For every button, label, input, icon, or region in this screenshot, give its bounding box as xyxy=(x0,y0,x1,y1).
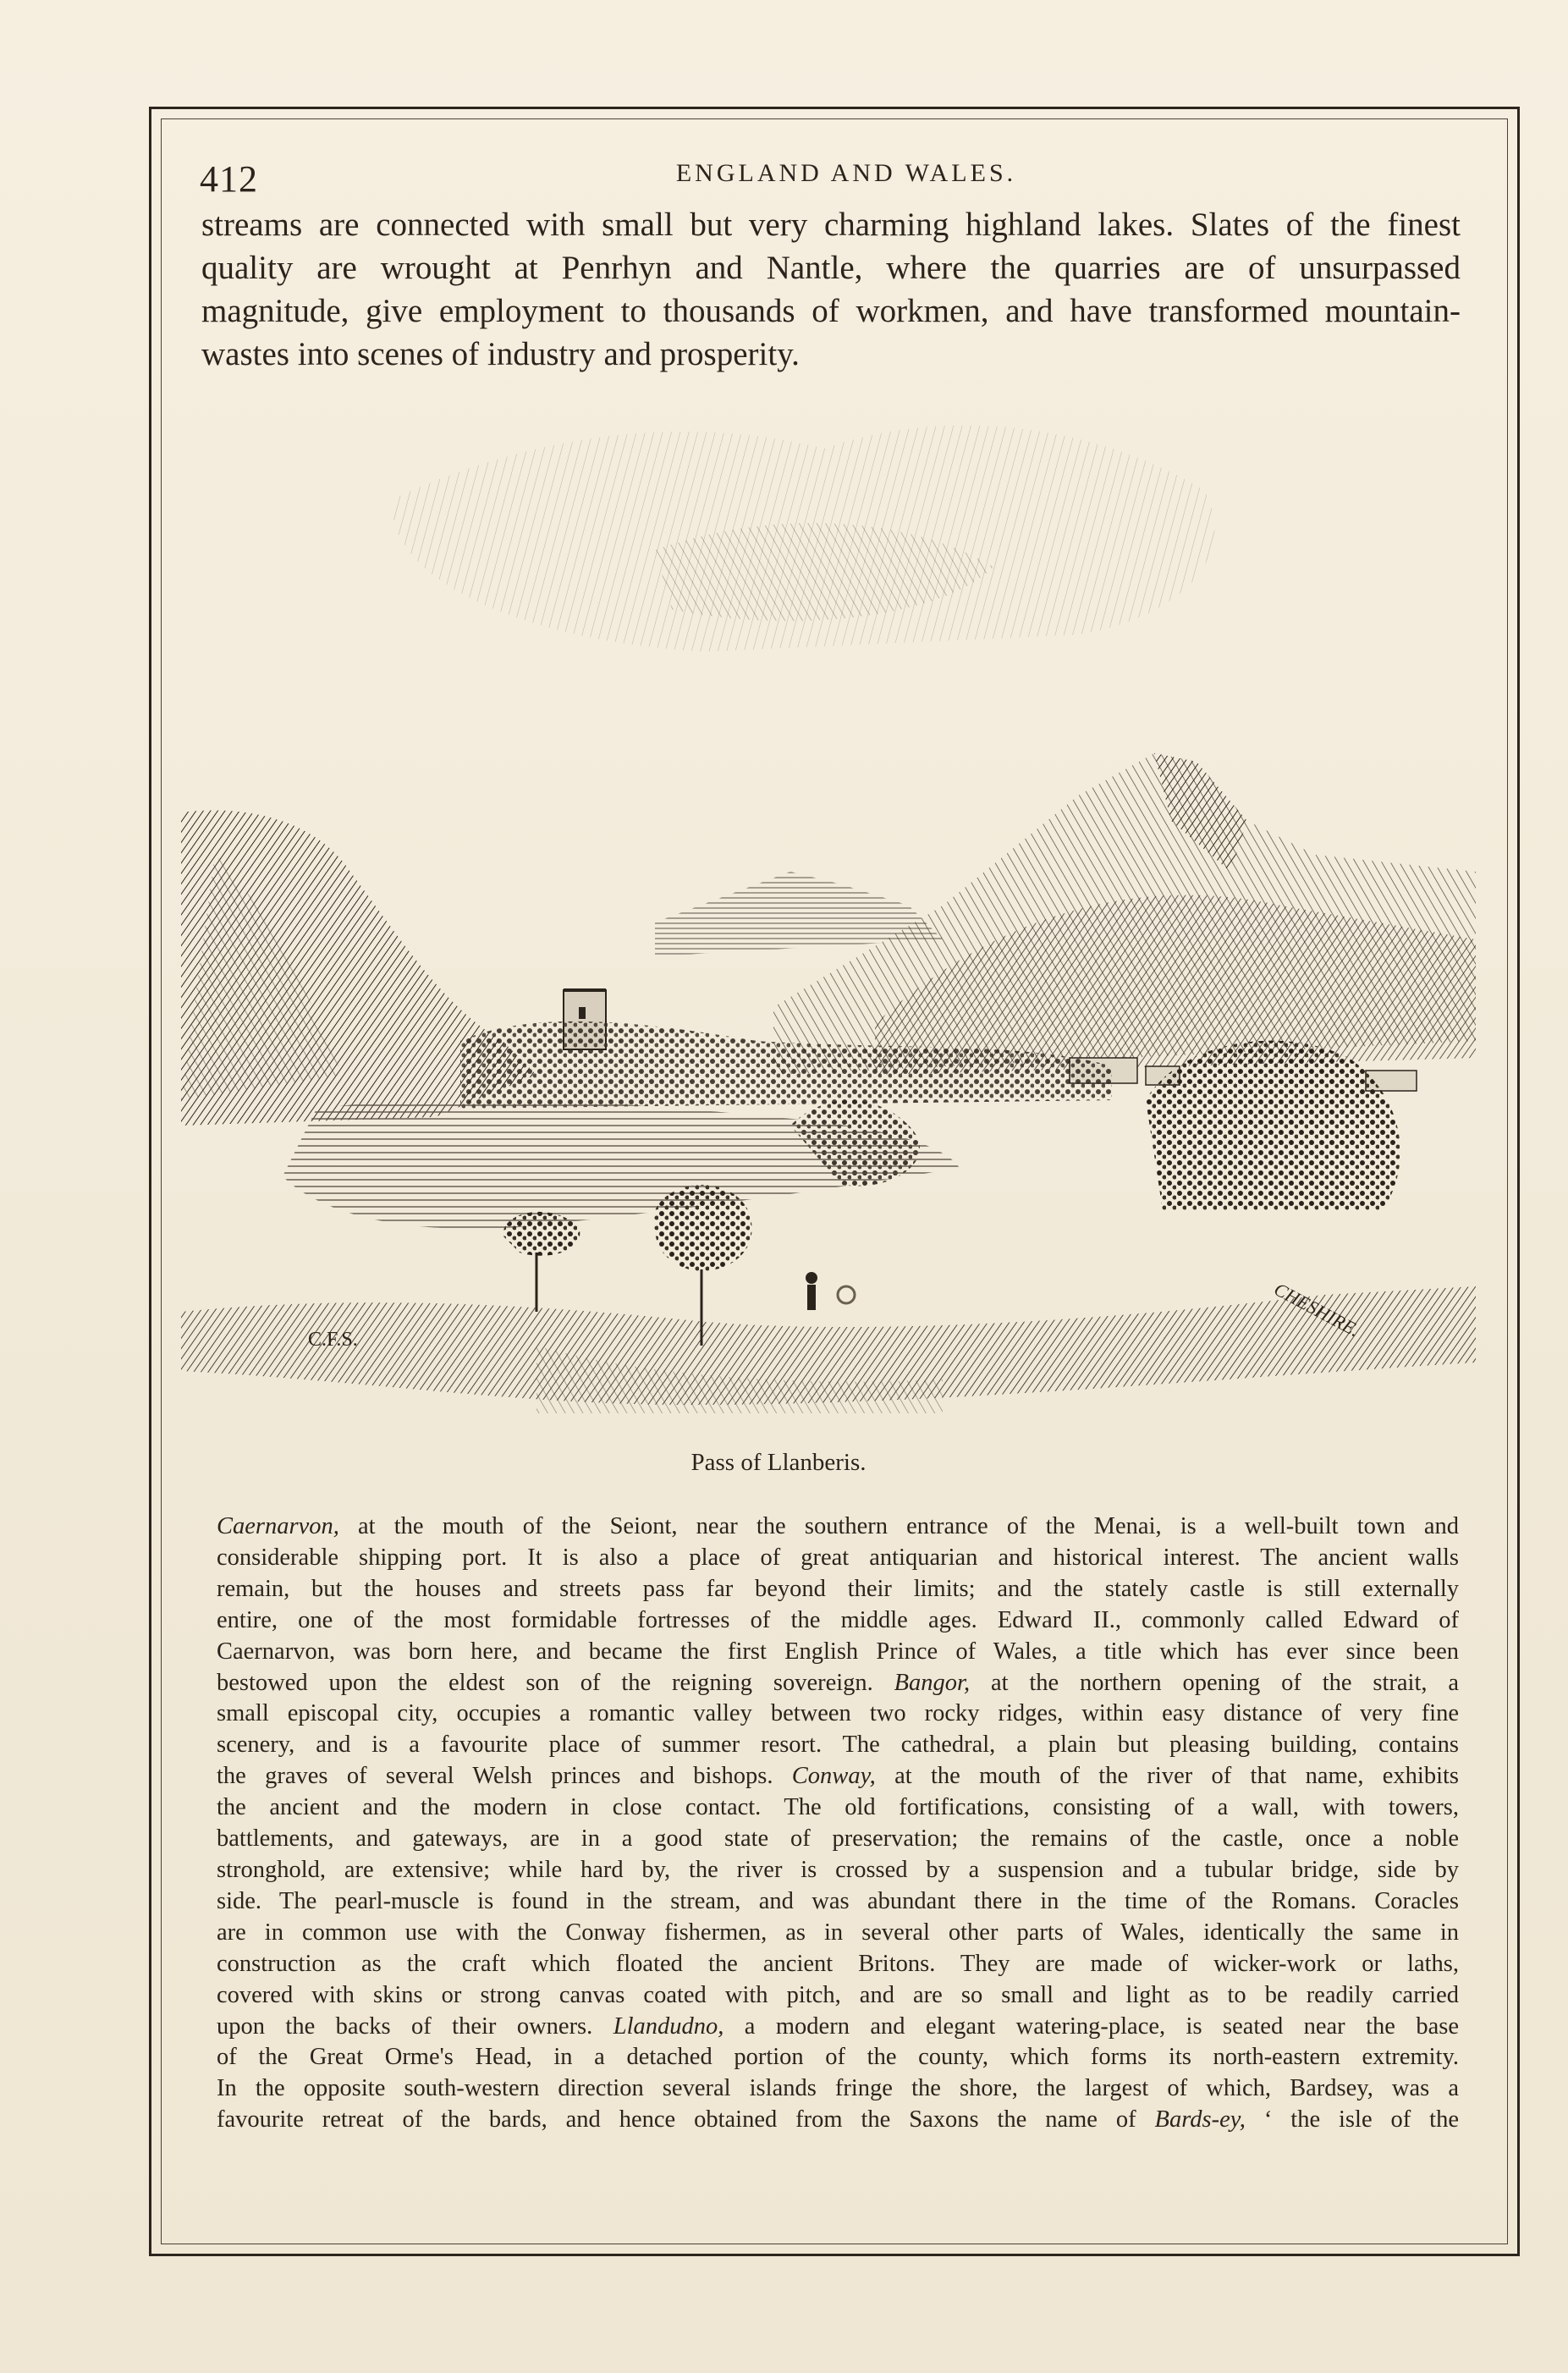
text-line xyxy=(217,1855,1459,1886)
text-run: considerable shipping port. It is also a place of great antiquarian and historical interest. The ancient walls xyxy=(217,1544,1459,1571)
text-line xyxy=(217,1699,1459,1730)
text-run: covered with skins or strong canvas coated with pitch, and are so small and light as to be readily carried xyxy=(217,1981,1459,2008)
text-run: a modern and elegant watering-place, is seated near the base xyxy=(723,2012,1459,2040)
text-run: the graves of several Welsh princes and bishops. xyxy=(217,1763,792,1790)
text-run: Caernarvon, was born here, and became the first English Prince of Wales, a title which has ever since been xyxy=(217,1638,1459,1665)
engraver-signature-right: CHESHIRE. xyxy=(1270,1278,1364,1341)
text-line xyxy=(217,1886,1459,1918)
text-run: ‘ the isle of the xyxy=(1245,2106,1459,2133)
text-line: streams are connected with small but very charming highland lakes. Slates of the finest xyxy=(201,206,1461,243)
italic-place-name: Llandudno, xyxy=(613,2012,724,2040)
text-line xyxy=(217,2042,1459,2073)
italic-place-name: Caernarvon, xyxy=(217,1513,339,1539)
text-run: entire, one of the most formidable fortresses of the middle ages. Edward II., commonly called Edward of xyxy=(217,1606,1459,1633)
text-line xyxy=(217,1824,1459,1855)
text-line xyxy=(217,1574,1459,1605)
text-run: at the mouth of the Seiont, near the southern entrance of the Menai, is a well-built town and xyxy=(338,1513,1459,1539)
body-paragraph xyxy=(217,1511,1459,2136)
text-line xyxy=(217,1668,1459,1699)
text-line xyxy=(217,1543,1459,1574)
text-line: wastes into scenes of industry and prosperity. xyxy=(201,336,800,372)
text-line: quality are wrought at Penrhyn and Nantle, where the quarries are of unsurpassed xyxy=(201,250,1461,286)
text-run: of the Great Orme's Head, in a detached portion of the county, which forms its north-eastern extremity. xyxy=(217,2044,1459,2071)
text-run: upon the backs of their owners. xyxy=(217,2012,613,2040)
text-line xyxy=(217,1761,1459,1792)
text-line xyxy=(217,2012,1459,2043)
text-line xyxy=(217,2073,1459,2105)
intro-paragraph xyxy=(201,203,1461,376)
text-run: at the mouth of the river of that name, exhibits xyxy=(875,1763,1459,1790)
text-run: at the northern opening of the strait, a xyxy=(970,1669,1459,1696)
text-run: favourite retreat of the bards, and hence obtained from the Saxons the name of xyxy=(217,2106,1155,2133)
engraver-signature-left: C.F.S. xyxy=(308,1329,358,1351)
text-run: In the opposite south-western direction several islands fringe the shore, the largest of which, Bardsey, was a xyxy=(217,2075,1459,2102)
text-line: magnitude, give employment to thousands of workmen, and have transformed mountain- xyxy=(201,293,1461,329)
text-run: stronghold, are extensive; while hard by, the river is crossed by a suspension and a tubular bridge, side by xyxy=(217,1856,1459,1883)
text-run: are in common use with the Conway fishermen, as in several other parts of Wales, identically the same in xyxy=(217,1919,1459,1946)
text-run: battlements, and gateways, are in a good state of preservation; the remains of the castle, once a noble xyxy=(217,1825,1459,1853)
text-line xyxy=(217,2105,1459,2136)
text-line xyxy=(217,1980,1459,2012)
italic-place-name: Bards-ey, xyxy=(1154,2106,1246,2133)
text-line xyxy=(217,1637,1459,1668)
text-run: bestowed upon the eldest son of the reigning sovereign. xyxy=(217,1669,894,1696)
text-line xyxy=(217,1949,1459,1980)
pass-of-llanberis-engraving xyxy=(181,398,1476,1430)
text-run: construction as the craft which floated the ancient Britons. They are made of wicker-work or laths, xyxy=(217,1950,1459,1977)
text-run: small episcopal city, occupies a romantic valley between two rocky ridges, within easy distance of very fine xyxy=(217,1700,1459,1727)
running-title: ENGLAND AND WALES. xyxy=(675,159,1017,187)
text-run: scenery, and is a favourite place of summer resort. The cathedral, a plain but pleasing building, contains xyxy=(217,1732,1459,1759)
figure-caption: Pass of Llanberis. xyxy=(690,1449,867,1476)
text-run: the ancient and the modern in close contact. The old fortifications, consisting of a wall, with towers, xyxy=(217,1794,1459,1821)
text-line xyxy=(217,1605,1459,1637)
text-line xyxy=(217,1918,1459,1949)
text-line xyxy=(217,1792,1459,1824)
italic-place-name: Conway, xyxy=(791,1763,876,1790)
italic-place-name: Bangor, xyxy=(894,1669,971,1696)
text-run: remain, but the houses and streets pass far beyond their limits; and the stately castle is still externally xyxy=(217,1575,1459,1602)
text-line xyxy=(217,1730,1459,1761)
page-number: 412 xyxy=(200,158,258,200)
text-line xyxy=(217,1511,1459,1543)
text-run: side. The pearl-muscle is found in the stream, and was abundant there in the time of the Romans. Coracles xyxy=(217,1887,1459,1914)
